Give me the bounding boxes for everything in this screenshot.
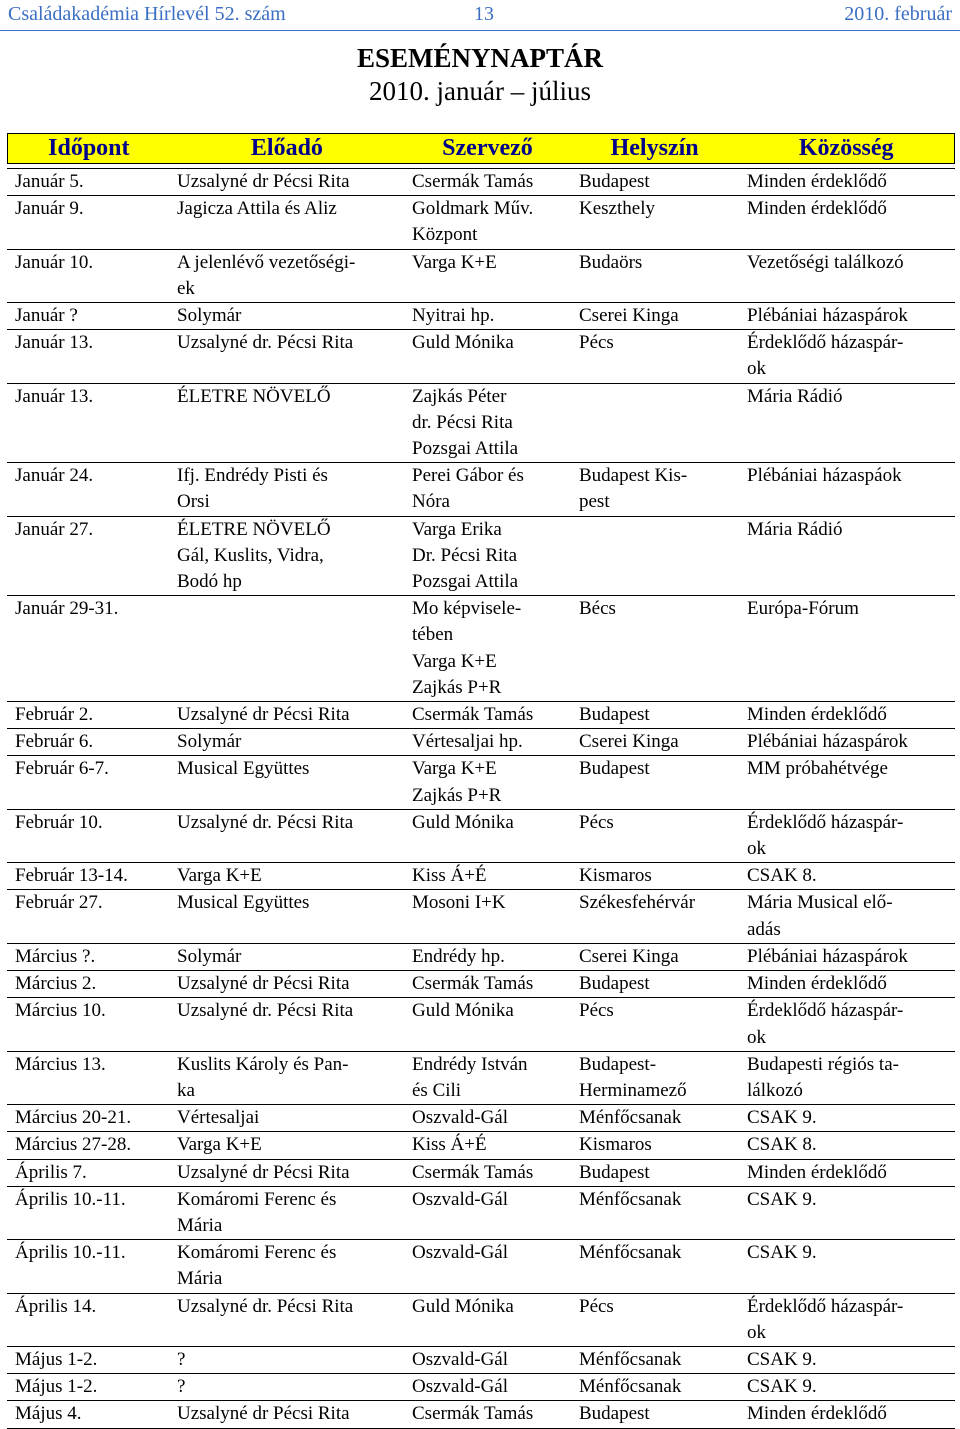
organizer-cell: Endrédy István és Cili	[412, 1053, 528, 1101]
presenter-cell: Varga K+E	[177, 1134, 262, 1156]
date-cell: Január 29-31.	[15, 598, 119, 620]
page-subtitle: 2010. január – július	[369, 76, 591, 106]
location-cell: Budapest Kis- pest	[579, 465, 688, 513]
date-cell: Március 27-28.	[15, 1134, 132, 1156]
date-cell: Január 27.	[15, 518, 94, 540]
location-cell: Kismaros	[579, 1134, 652, 1156]
location-cell: Budapest	[579, 1161, 650, 1183]
presenter-cell: Uzsalyné dr. Pécsi Rita	[177, 1295, 354, 1317]
location-cell: Budapest	[579, 704, 650, 726]
organizer-cell: Oszvald-Gál	[412, 1242, 509, 1264]
date-cell: Február 10.	[15, 811, 103, 833]
newsletter-header	[0, 0, 960, 31]
date-cell: Január 24.	[15, 465, 94, 487]
community-cell: Budapesti régiós ta- lálkozó	[747, 1053, 899, 1101]
date-cell: Február 2.	[15, 704, 94, 726]
community-cell: Érdeklődő házaspár- ok	[747, 332, 904, 380]
location-cell	[571, 384, 739, 463]
organizer-cell: Vértesaljai hp.	[412, 731, 523, 753]
presenter-cell: Komáromi Ferenc és Mária	[177, 1188, 337, 1236]
organizer-cell: Nyitrai hp.	[412, 305, 495, 327]
table-row	[7, 168, 955, 196]
community-cell: CSAK 9.	[747, 1348, 817, 1370]
organizer-cell: Csermák Tamás	[412, 171, 534, 192]
community-cell: Érdeklődő házaspár- ok	[747, 811, 904, 860]
table-row	[7, 729, 955, 756]
organizer-cell: Guld Mónika	[412, 1000, 514, 1022]
organizer-cell: Csermák Tamás	[412, 1403, 534, 1425]
location-cell: Ménfőcsanak	[579, 1188, 682, 1210]
table-header	[7, 133, 955, 164]
presenter-cell: Solymár	[177, 731, 242, 753]
event-table	[7, 168, 955, 1429]
presenter-cell: ÉLETRE NÖVELŐ	[177, 385, 331, 407]
column-header-community: Közösség	[798, 135, 894, 161]
community-cell: Minden érdeklődő	[747, 198, 887, 220]
organizer-cell: Csermák Tamás	[412, 973, 534, 995]
community-cell: Európa-Fórum	[747, 598, 859, 620]
table-row	[7, 1052, 955, 1105]
presenter-cell: Solymár	[177, 945, 242, 967]
table-row	[7, 1240, 955, 1293]
community-cell: Érdeklődő házaspár- ok	[747, 1295, 904, 1343]
table-row	[7, 1105, 955, 1132]
organizer-cell: Oszvald-Gál	[412, 1107, 509, 1129]
location-cell: Pécs	[579, 1000, 614, 1022]
presenter-cell: Vértesaljai	[177, 1107, 260, 1129]
date-cell: Május 1-2.	[15, 1348, 98, 1370]
presenter-cell: A jelenlévő vezetőségi- ek	[177, 251, 356, 299]
date-cell: Január 13.	[15, 332, 94, 354]
date-cell: Január 10.	[15, 251, 94, 273]
table-row	[7, 596, 955, 702]
location-cell: Pécs	[579, 332, 614, 354]
table-row	[7, 330, 955, 383]
organizer-cell: Csermák Tamás	[412, 1161, 534, 1183]
table-row	[7, 1160, 955, 1187]
table-row	[7, 196, 955, 249]
community-cell: Minden érdeklődő	[747, 1161, 887, 1183]
organizer-cell: Goldmark Műv. Központ	[412, 198, 534, 246]
organizer-cell: Guld Mónika	[412, 811, 514, 833]
organizer-cell: Kiss Á+É	[412, 1134, 487, 1156]
community-cell: Mária Rádió	[747, 518, 843, 540]
table-row	[7, 517, 955, 597]
date-cell: Április 7.	[15, 1161, 87, 1183]
organizer-cell: Zajkás Péter dr. Pécsi Rita Pozsgai Attila	[412, 385, 519, 460]
location-cell: Budapest	[579, 1403, 650, 1425]
table-row	[7, 756, 955, 809]
date-cell: Május 1-2.	[15, 1376, 98, 1398]
date-cell: Április 10.-11.	[15, 1242, 126, 1264]
organizer-cell: Varga K+E Zajkás P+R	[412, 758, 502, 806]
organizer-cell: Csermák Tamás	[412, 704, 534, 726]
organizer-cell: Oszvald-Gál	[412, 1188, 509, 1210]
community-cell: CSAK 9.	[747, 1188, 817, 1210]
table-row	[7, 1294, 955, 1347]
table-row	[7, 1347, 955, 1374]
table-row	[7, 250, 955, 303]
date-cell: Január 5.	[15, 171, 84, 192]
community-cell: Plébániai házaspáok	[747, 465, 902, 487]
table-row	[7, 1374, 955, 1401]
date-cell: Február 13-14.	[15, 865, 128, 887]
date-cell: Március ?.	[15, 945, 96, 967]
presenter-cell: Varga K+E	[177, 865, 262, 887]
date-cell: Február 6.	[15, 731, 94, 753]
date-cell: Március 20-21.	[15, 1107, 132, 1129]
community-cell: Vezetőségi találkozó	[747, 251, 904, 273]
location-cell: Budaörs	[579, 251, 643, 273]
organizer-cell: Mosoni I+K	[412, 892, 506, 914]
presenter-cell: Uzsalyné dr Pécsi Rita	[177, 973, 350, 995]
table-row	[7, 384, 955, 464]
presenter-cell: Uzsalyné dr Pécsi Rita	[177, 704, 350, 726]
table-row	[7, 890, 955, 943]
presenter-cell: Uzsalyné dr. Pécsi Rita	[177, 1000, 354, 1022]
presenter-cell: ?	[177, 1376, 186, 1398]
date-cell: Április 14.	[15, 1295, 97, 1317]
table-row	[7, 1401, 955, 1428]
presenter-cell: Uzsalyné dr. Pécsi Rita	[177, 811, 354, 833]
table-row	[7, 944, 955, 971]
date-cell: Február 27.	[15, 892, 103, 914]
community-cell: CSAK 9.	[747, 1107, 817, 1129]
presenter-cell	[169, 596, 404, 701]
organizer-cell: Mo képvisele- tében Varga K+E Zajkás P+R	[412, 598, 522, 698]
presenter-cell: Uzsalyné dr. Pécsi Rita	[177, 332, 354, 354]
community-cell: Mária Musical elő- adás	[747, 892, 893, 940]
page-title: ESEMÉNYNAPTÁR	[356, 43, 604, 73]
community-cell: Minden érdeklődő	[747, 704, 887, 726]
community-cell: CSAK 9.	[747, 1376, 817, 1398]
presenter-cell: ÉLETRE NÖVELŐ Gál, Kuslits, Vidra, Bodó hp	[177, 518, 331, 593]
organizer-cell: Kiss Á+É	[412, 865, 487, 887]
date-cell: Március 13.	[15, 1053, 106, 1075]
location-cell: Cserei Kinga	[579, 305, 679, 327]
location-cell: Pécs	[579, 1295, 614, 1317]
location-cell: Ménfőcsanak	[579, 1376, 682, 1398]
location-cell	[571, 517, 739, 596]
issue-date: 2010. február	[844, 3, 952, 25]
location-cell: Budapest- Herminamező	[579, 1053, 687, 1101]
location-cell: Kismaros	[579, 865, 652, 887]
page-number: 13	[474, 3, 494, 25]
presenter-cell: Komáromi Ferenc és Mária	[177, 1242, 337, 1290]
date-cell: Március 2.	[15, 973, 97, 995]
organizer-cell: Oszvald-Gál	[412, 1376, 509, 1398]
presenter-cell: Uzsalyné dr Pécsi Rita	[177, 1161, 350, 1183]
location-cell: Budapest	[579, 758, 650, 780]
community-cell: Minden érdeklődő	[747, 973, 887, 995]
table-row	[7, 702, 955, 729]
community-cell: MM próbahétvége	[747, 758, 888, 780]
presenter-cell: Uzsalyné dr Pécsi Rita	[177, 171, 350, 192]
date-cell: Január 9.	[15, 198, 84, 220]
community-cell: Plébániai házaspárok	[747, 945, 908, 967]
community-cell: Plébániai házaspárok	[747, 731, 908, 753]
location-cell: Ménfőcsanak	[579, 1107, 682, 1129]
presenter-cell: Kuslits Károly és Pan- ka	[177, 1053, 349, 1101]
organizer-cell: Varga Erika Dr. Pécsi Rita Pozsgai Attila	[412, 518, 519, 593]
column-header-date: Időpont	[48, 135, 130, 161]
date-cell: Március 10.	[15, 1000, 106, 1022]
location-cell: Bécs	[579, 598, 616, 620]
date-cell: Május 4.	[15, 1403, 82, 1425]
table-row	[7, 863, 955, 890]
presenter-cell: Musical Együttes	[177, 758, 310, 780]
column-header-location: Helyszín	[610, 135, 699, 161]
community-cell: CSAK 8.	[747, 1134, 817, 1156]
location-cell: Pécs	[579, 811, 614, 833]
presenter-cell: Solymár	[177, 305, 242, 327]
organizer-cell: Guld Mónika	[412, 1295, 514, 1317]
presenter-cell: ?	[177, 1348, 186, 1370]
location-cell: Budapest	[579, 973, 650, 995]
table-row	[7, 303, 955, 330]
organizer-cell: Varga K+E	[412, 251, 497, 273]
location-cell: Ménfőcsanak	[579, 1348, 682, 1370]
location-cell: Székesfehérvár	[579, 892, 696, 914]
column-header-presenter: Előadó	[250, 135, 323, 161]
community-cell: Minden érdeklődő	[747, 171, 887, 192]
community-cell: CSAK 9.	[747, 1242, 817, 1264]
location-cell: Cserei Kinga	[579, 945, 679, 967]
community-cell: Minden érdeklődő	[747, 1403, 887, 1425]
date-cell: Január 13.	[15, 385, 94, 407]
table-row	[7, 998, 955, 1051]
table-row	[7, 971, 955, 998]
location-cell: Ménfőcsanak	[579, 1242, 682, 1264]
presenter-cell: Jagicza Attila és Aliz	[177, 198, 337, 220]
organizer-cell: Guld Mónika	[412, 332, 514, 354]
organizer-cell: Perei Gábor és Nóra	[412, 465, 524, 513]
date-cell: Január ?	[15, 305, 78, 327]
community-cell: Érdeklődő házaspár- ok	[747, 1000, 904, 1048]
table-row	[7, 810, 955, 863]
organizer-cell: Oszvald-Gál	[412, 1348, 509, 1370]
column-header-organizer: Szervező	[442, 135, 533, 161]
date-cell: Február 6-7.	[15, 758, 109, 780]
date-cell: Április 10.-11.	[15, 1188, 126, 1210]
presenter-cell: Uzsalyné dr Pécsi Rita	[177, 1403, 350, 1425]
presenter-cell: Musical Együttes	[177, 892, 310, 914]
presenter-cell: Ifj. Endrédy Pisti és Orsi	[177, 465, 328, 513]
community-cell: Mária Rádió	[747, 385, 843, 407]
table-row	[7, 463, 955, 516]
organizer-cell: Endrédy hp.	[412, 945, 505, 967]
community-cell: CSAK 8.	[747, 865, 817, 887]
newsletter-title: Családakadémia Hírlevél 52. szám	[8, 3, 286, 25]
location-cell: Budapest	[579, 171, 650, 192]
location-cell: Keszthely	[579, 198, 655, 220]
location-cell: Cserei Kinga	[579, 731, 679, 753]
table-row	[7, 1187, 955, 1240]
table-row	[7, 1132, 955, 1159]
community-cell: Plébániai házaspárok	[747, 305, 908, 327]
